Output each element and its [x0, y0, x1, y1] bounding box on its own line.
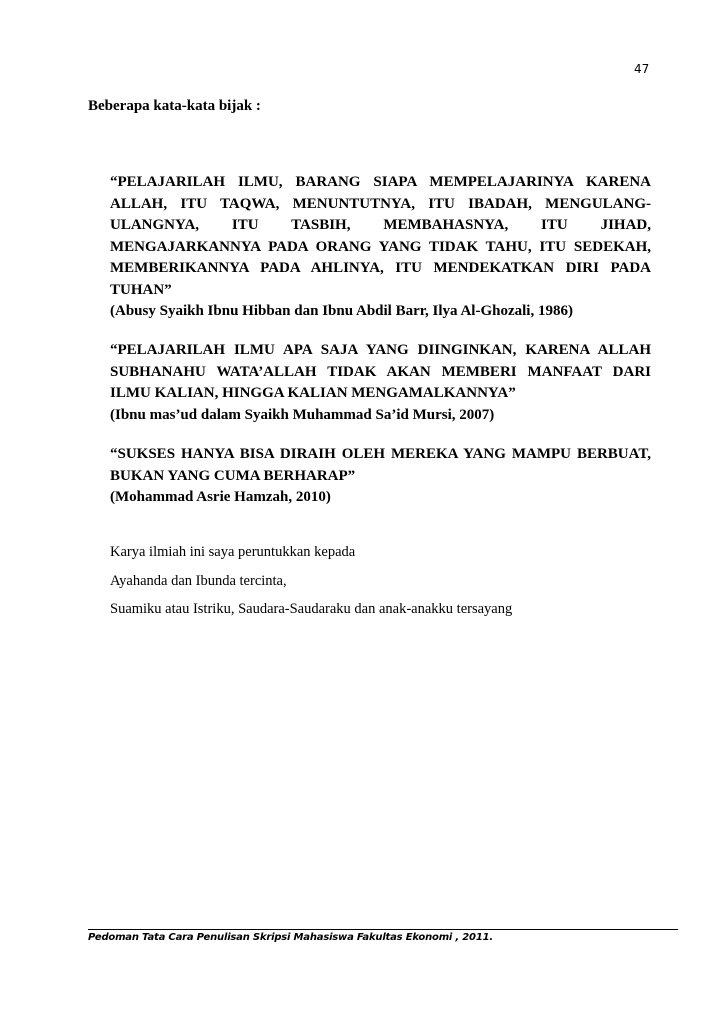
footer-divider	[88, 929, 678, 930]
quote-text: “PELAJARILAH ILMU APA SAJA YANG DIINGINKAN, KARENA ALLAH SUBHANAHU WATA’ALLAH TIDAK AKAN MEMBERI MANFAAT DARI ILMU KALIAN, HINGGA KALIAN MENGAMALKANNYA”	[110, 342, 651, 401]
dedication	[110, 538, 651, 624]
quote-source: (Ibnu mas’ud dalam Syaikh Muhammad Sa’id Mursi, 2007)	[110, 406, 495, 423]
quote-source: (Abusy Syaikh Ibnu Hibban dan Ibnu Abdil Barr, Ilya Al-Ghozali, 1986)	[110, 303, 573, 319]
quote-block	[110, 172, 651, 323]
quote-block	[110, 444, 651, 509]
quote-text: “PELAJARILAH ILMU, BARANG SIAPA MEMPELAJARINYA KARENA ALLAH, ITU TAQWA, MENUNTUTNYA, ITU IBADAH, MENGULANG-ULANGNYA, ITU TASBIH, MEMBAHASNYA, ITU JIHAD, MENGAJARKANNYA PADA ORANG YANG TIDAK TAHU, ITU SEDEKAH, MEMBERIKANNYA PADA AHLINYA, ITU MENDEKATKAN DIRI PADA TUHAN”	[110, 174, 651, 298]
page-number: 47	[634, 62, 650, 76]
footer-text: Pedoman Tata Cara Penulisan Skripsi Mahasiswa Fakultas Ekonomi , 2011.	[88, 932, 493, 943]
quote-source: (Mohammad Asrie Hamzah, 2010)	[110, 489, 331, 505]
dedication-line: Ayahanda dan Ibunda tercinta,	[110, 572, 287, 589]
quote-block	[110, 340, 651, 426]
quote-text: “SUKSES HANYA BISA DIRAIH OLEH MEREKA YANG MAMPU BERBUAT, BUKAN YANG CUMA BERHARAP”	[110, 446, 651, 484]
dedication-line: Karya ilmiah ini saya peruntukkan kepada	[110, 544, 356, 560]
section-heading: Beberapa kata-kata bijak :	[88, 98, 261, 114]
dedication-line: Suamiku atau Istriku, Saudara-Saudaraku dan anak-anakku tersayang	[110, 601, 513, 617]
